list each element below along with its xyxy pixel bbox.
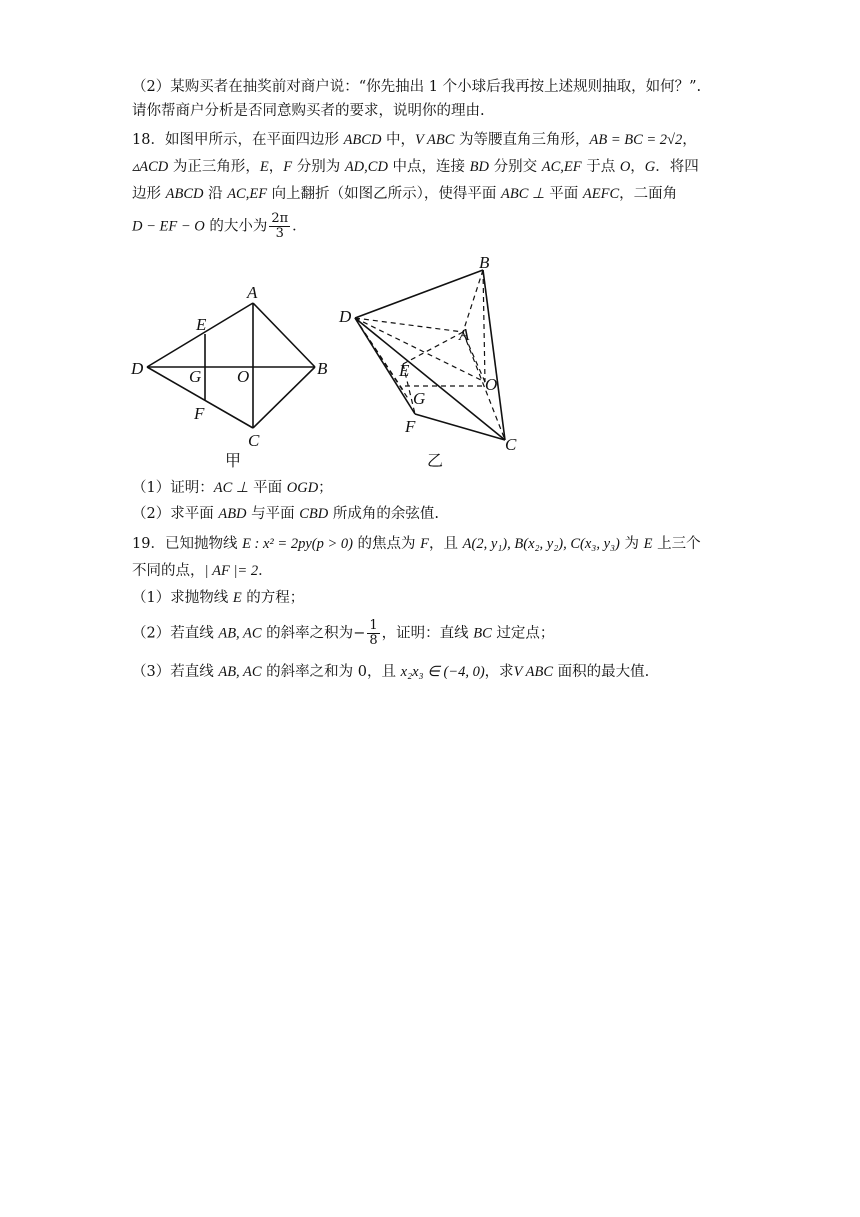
q17-part2-line2: 请你帮商户分析是否同意购买者的要求，说明你的理由. [132, 103, 485, 119]
fig1-label-O: O [237, 367, 250, 386]
fig1-label-F: F [194, 404, 205, 423]
q19-part1: （1）求抛物线 E 的方程； [132, 590, 305, 606]
edge-DA [147, 303, 253, 367]
fraction-2pi-over-3: $\frac{2\pi}{3}$ [271, 211, 289, 241]
fig2-label-C: C [505, 435, 517, 454]
fig1-label-A: A [247, 283, 258, 302]
q17-part2-line1: （2）某购买者在抽奖前对商户说：“你先抽出 1 个小球后我再按上述规则抽取，如何？”. [132, 79, 702, 95]
q18-part1: （1）证明：AC ⊥ 平面 OGD； [132, 480, 333, 496]
q19-line1: 19．已知抛物线 E : x² = 2py(p > 0) 的焦点为 F，且 A(2, y₁), B(x₂, y₂), C(x₃, y₃) 为 E 上三个 [132, 536, 701, 552]
fig2-label-E: E [399, 361, 410, 380]
fig2-label-F: F [405, 417, 416, 436]
figure-jia [125, 278, 340, 473]
q19-part2: （2）若直线 AB, AC 的斜率之积为− $\frac{1}{8}$ ，证明：直线 BC 过定点； [132, 618, 555, 648]
q19-line2: 不同的点，| AF |= 2． [132, 563, 273, 579]
q18-line4: D − EF − O 的大小为 $\frac{2\pi}{3}$ ． [132, 211, 307, 241]
q18-line2: ▵ACD 为正三角形，E，F 分别为 AD,CD 中点，连接 BD 分别交 AC,EF 于点 O，G．将四 [132, 159, 699, 175]
edge-FC [415, 414, 505, 440]
edge-DC [355, 318, 505, 440]
edge-BC [483, 270, 505, 440]
fig1-label-G: G [189, 367, 202, 386]
fig2-label-A: A [459, 325, 470, 344]
edge-BA [463, 270, 483, 332]
fig2-label-O: O [485, 375, 498, 394]
edge-AE [403, 332, 463, 364]
q18-line1: 18．如图甲所示，在平面四边形 ABCD 中，V ABC 为等腰直角三角形，AB = BC = 2√2， [132, 132, 697, 148]
edge-AB [253, 303, 315, 367]
figure-yi [335, 252, 535, 472]
q18-line3: 边形 ABCD 沿 AC,EF 向上翻折（如图乙所示），使得平面 ABC ⊥ 平面 AEFC，二面角 [132, 186, 678, 202]
fig2-caption: 乙 [427, 451, 444, 470]
edge-BC [253, 367, 315, 428]
edge-DA [355, 318, 463, 332]
fig2-label-B: B [479, 253, 490, 272]
q18-part2: （2）求平面 ABD 与平面 CBD 所成角的余弦值. [132, 506, 439, 522]
fraction-1-over-8: $\frac{1}{8}$ [369, 618, 378, 648]
fig2-label-D: D [339, 307, 352, 326]
fig1-label-D: D [131, 359, 144, 378]
fig1-label-E: E [196, 315, 207, 334]
fig1-caption: 甲 [225, 451, 242, 470]
fig2-label-G: G [413, 389, 426, 408]
fig1-label-B: B [317, 359, 328, 378]
q19-part3: （3）若直线 AB, AC 的斜率之和为 0，且 x₂x₃ ∈ (−4, 0)，求V ABC 面积的最大值. [132, 664, 650, 680]
edge-DB [355, 270, 483, 318]
fig1-label-C: C [248, 431, 260, 450]
